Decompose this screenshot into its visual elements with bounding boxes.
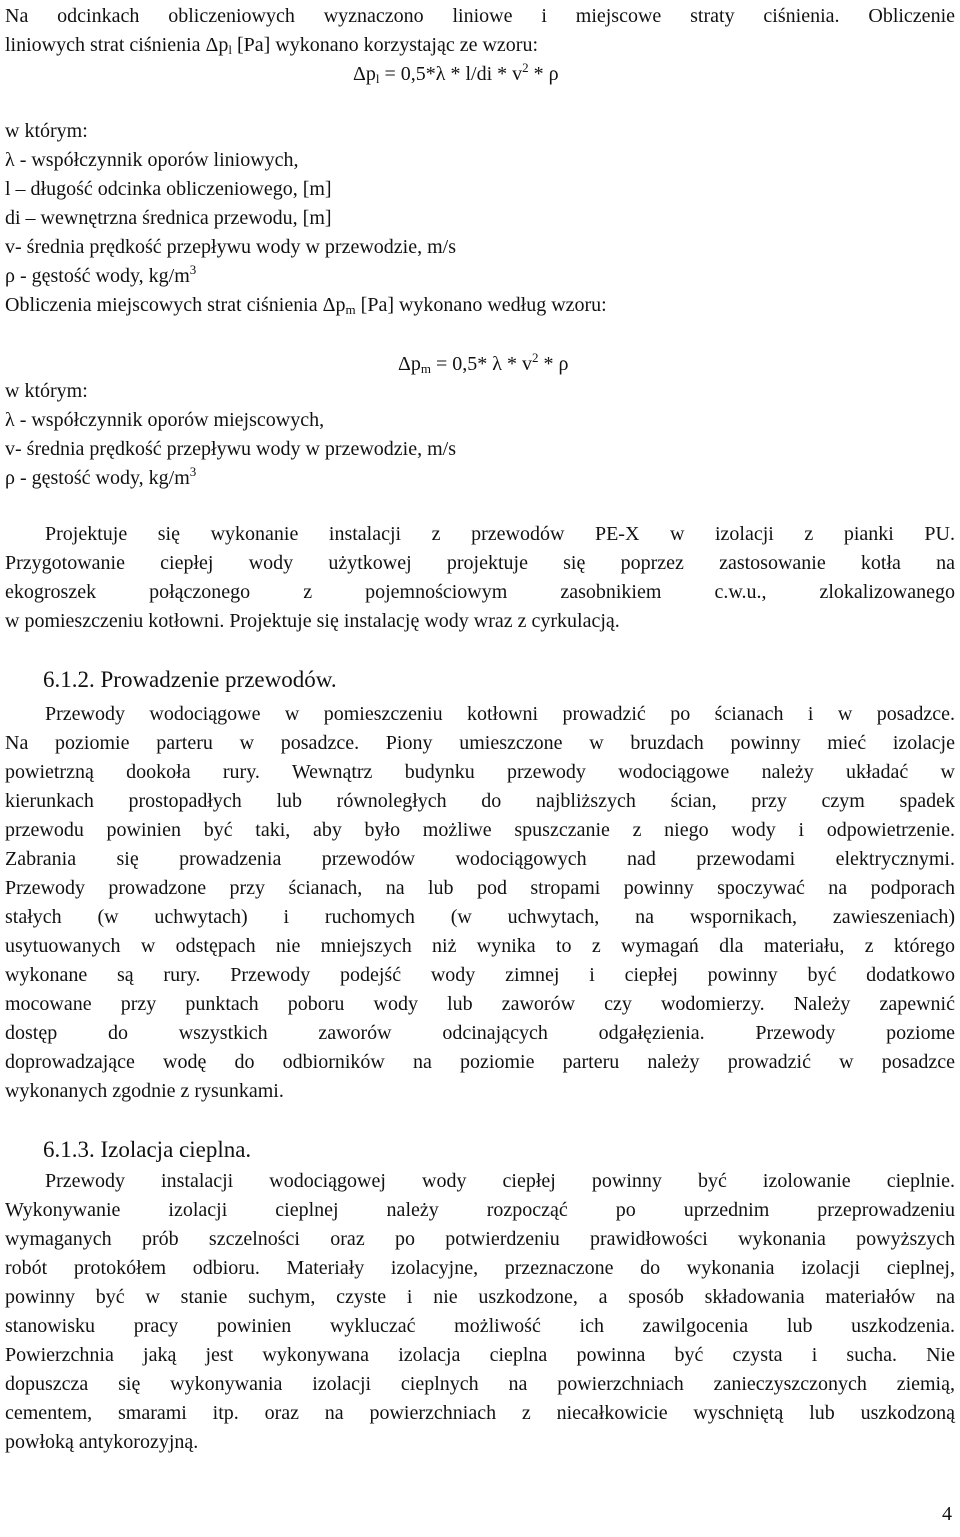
paragraph-line: powietrzną dookoła rury. Wewnątrz budynku przewody wodociągowe należy układać w — [5, 761, 955, 783]
text-line: w którym: — [5, 120, 88, 142]
section-heading: 6.1.3. Izolacja cieplna. — [43, 1137, 252, 1162]
paragraph-line: kierunkach prostopadłych lub równoległych do najbliższych ścian, przy czym spadek — [5, 790, 955, 812]
paragraph-line: Na poziomie parteru w posadzce. Piony umieszczone w bruzdach powinny mieć izolacje — [5, 732, 955, 754]
paragraph-line: robót protokółem odbioru. Materiały izolacyjne, przeznaczone do wykonania izolacji cieplnej, — [5, 1257, 955, 1279]
definition-line: ρ - gęstość wody, $kg/m^3$ — [5, 262, 197, 287]
formula-linear-loss: $\Delta p_l = 0,5*\lambda * l/di * v^2 * \rho$ — [353, 60, 559, 86]
definition-line: v- średnia prędkość przepływu wody w przewodzie, m/s — [5, 438, 456, 460]
definition-line: ρ - gęstość wody, $kg/m^3$ — [5, 464, 197, 489]
text-line: Na odcinkach obliczeniowych wyznaczono liniowe i miejscowe straty ciśnienia. Obliczenie — [5, 5, 955, 27]
paragraph-line: cementem, smarami itp. oraz na powierzchniach z niecałkowicie wyschniętą lub uszkodzoną — [5, 1402, 955, 1424]
definition-line: di – wewnętrzna średnica przewodu, [m] — [5, 207, 332, 229]
definition-line: v- średnia prędkość przepływu wody w przewodzie, m/s — [5, 236, 456, 258]
paragraph-line: dostęp do wszystkich zaworów odcinających odgałęzienia. Przewody poziome — [5, 1022, 955, 1044]
paragraph-line: stałych (w uchwytach) i ruchomych (w uchwytach, na wspornikach, zawieszeniach) — [5, 906, 955, 928]
paragraph-line: Przewody prowadzone przy ścianach, na lub pod stropami powinny spoczywać na podporach — [5, 877, 955, 899]
definition-line: λ - współczynnik oporów miejscowych, — [5, 409, 325, 431]
paragraph-line: w pomieszczeniu kotłowni. Projektuje się instalację wody wraz z cyrkulacją. — [5, 610, 620, 632]
text-line: Obliczenia miejscowych strat ciśnienia $\Delta p_m$ [Pa] wykonano według wzoru: — [5, 294, 607, 317]
paragraph-line: Wykonywanie izolacji cieplnej należy rozpocząć po uprzednim przeprowadzeniu — [5, 1199, 955, 1221]
paragraph-line: Projektuje się wykonanie instalacji z przewodów PE-X w izolacji z pianki PU. — [45, 523, 955, 545]
paragraph-line: wykonanych zgodnie z rysunkami. — [5, 1080, 284, 1102]
paragraph-line: usytuowanych w odstępach nie mniejszych niż wynika to z wymagań dla materiału, z którego — [5, 935, 955, 957]
text-line: liniowych strat ciśnienia $\Delta p_l$ [Pa] wykonano korzystając ze wzoru: — [5, 34, 539, 57]
paragraph-line: doprowadzające wodę do odbiorników na poziomie parteru należy prowadzić w posadzce — [5, 1051, 955, 1073]
definition-line: l – długość odcinka obliczeniowego, [m] — [5, 178, 332, 200]
paragraph-line: powłoką antykorozyjną. — [5, 1431, 199, 1453]
paragraph-line: Przewody instalacji wodociągowej wody ciepłej powinny być izolowanie cieplnie. — [45, 1170, 955, 1192]
paragraph-line: wykonane są rury. Przewody podejść wody zimnej i ciepłej powinny być dodatkowo — [5, 964, 955, 986]
text-line: w którym: — [5, 380, 88, 402]
paragraph-line: Powierzchnia jaką jest wykonywana izolacja cieplna powinna być czysta i sucha. Nie — [5, 1344, 955, 1366]
paragraph-line: powinny być w stanie suchym, czyste i nie uszkodzone, a sposób składowania materiałów na — [5, 1286, 955, 1308]
page-number: 4 — [942, 1503, 952, 1525]
paragraph-line: przewodu powinien być taki, aby było możliwe spuszczanie z niego wody i odpowietrzenie. — [5, 819, 955, 841]
paragraph-line: Przygotowanie ciepłej wody użytkowej projektuje się poprzez zastosowanie kotła na — [5, 552, 955, 574]
paragraph-line: ekogroszek połączonego z pojemnościowym zasobnikiem c.w.u., zlokalizowanego — [5, 581, 955, 603]
paragraph-line: stanowisku pracy powinien wykluczać możliwość ich zawilgocenia lub uszkodzenia. — [5, 1315, 955, 1337]
paragraph-line: wymaganych prób szczelności oraz po potwierdzeniu prawidłowości wykonania powyższych — [5, 1228, 955, 1250]
formula-local-loss: $\Delta p_m = 0,5*$ λ * $v^2$ * ρ — [398, 350, 569, 376]
paragraph-line: Przewody wodociągowe w pomieszczeniu kotłowni prowadzić po ścianach i w posadzce. — [45, 703, 955, 725]
section-heading: 6.1.2. Prowadzenie przewodów. — [43, 667, 337, 692]
paragraph-line: dopuszcza się wykonywania izolacji cieplnych na powierzchniach zanieczyszczonych ziemią, — [5, 1373, 955, 1395]
paragraph-line: mocowane przy punktach poboru wody lub zaworów czy wodomierzy. Należy zapewnić — [5, 993, 955, 1015]
definition-line: λ - współczynnik oporów liniowych, — [5, 149, 299, 171]
paragraph-line: Zabrania się prowadzenia przewodów wodociągowych nad przewodami elektrycznymi. — [5, 848, 955, 870]
